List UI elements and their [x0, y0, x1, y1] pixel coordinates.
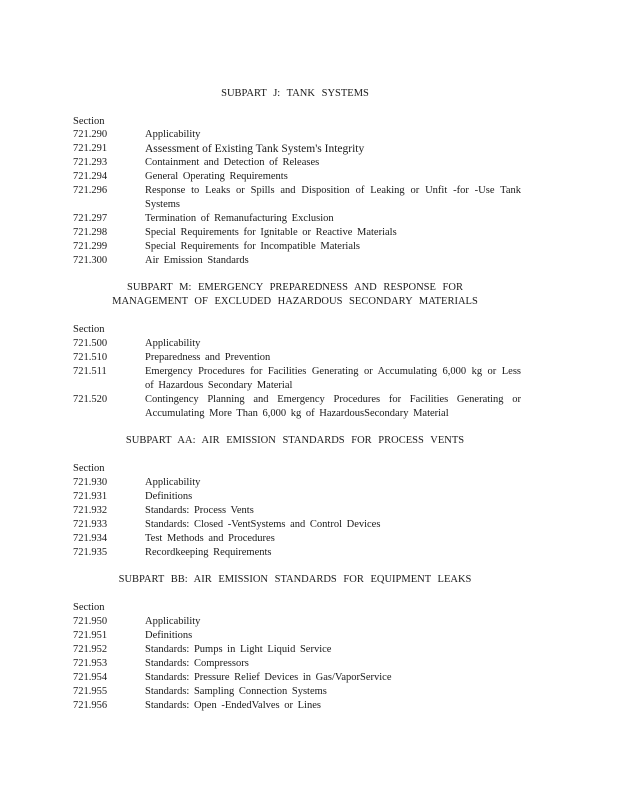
section-number: 721.511 [73, 366, 107, 377]
section-title: Applicability [145, 616, 201, 627]
section-number: 721.934 [73, 533, 108, 544]
section-title: Special Requirements for Ignitable or Reactive Materials [145, 227, 397, 238]
section-title: Special Requirements for Incompatible Materials [145, 241, 361, 252]
section-number: 721.520 [73, 394, 108, 405]
section-title: Preparedness and Prevention [145, 352, 271, 363]
section-number: 721.954 [73, 672, 108, 683]
section-number: 721.294 [73, 171, 108, 182]
section-title: Emergency Procedures for Facilities Generating or Accumulating 6,000 kg or Less of Hazardous Secondary Material [145, 366, 521, 391]
section-title: Standards: Pressure Relief Devices in Gas/VaporService [145, 672, 392, 683]
section-title: Standards: Process Vents [145, 505, 254, 516]
section-number: 721.935 [73, 547, 108, 558]
section-title: Standards: Pumps in Light Liquid Service [145, 644, 332, 655]
section-title: Applicability [145, 477, 201, 488]
section-number: 721.300 [73, 255, 108, 266]
section-number: 721.933 [73, 519, 108, 530]
section-number: 721.930 [73, 477, 108, 488]
subpart-aa-section-label: Section [73, 463, 105, 474]
subpart-bb-section-label: Section [73, 602, 105, 613]
section-number: 721.296 [73, 185, 108, 196]
subpart-m-title-line1: SUBPART M: EMERGENCY PREPAREDNESS AND RESPONSE FOR [127, 282, 463, 293]
section-number: 721.293 [73, 157, 108, 168]
subpart-m-section-label: Section [73, 324, 105, 335]
subpart-j-section-label: Section [73, 116, 105, 127]
section-number: 721.297 [73, 213, 108, 224]
section-number: 721.290 [73, 129, 108, 140]
subpart-m-title-line2: MANAGEMENT OF EXCLUDED HAZARDOUS SECONDARY MATERIALS [112, 296, 478, 307]
section-title: Test Methods and Procedures [145, 533, 275, 544]
section-title: Contingency Planning and Emergency Procedures for Facilities Generating or Accumulating More Than 6,000 kg of HazardousSecondary Material [145, 394, 521, 419]
section-number: 721.955 [73, 686, 108, 697]
section-title: Applicability [145, 129, 201, 140]
section-title: Recordkeeping Requirements [145, 547, 272, 558]
section-number: 721.951 [73, 630, 108, 641]
section-title: Standards: Compressors [145, 658, 249, 669]
section-title: Air Emission Standards [145, 255, 249, 266]
section-number: 721.950 [73, 616, 108, 627]
subpart-bb-title: SUBPART BB: AIR EMISSION STANDARDS FOR EQUIPMENT LEAKS [118, 574, 472, 585]
section-title: Containment and Detection of Releases [145, 157, 320, 168]
section-number: 721.931 [73, 491, 108, 502]
section-number: 721.298 [73, 227, 108, 238]
section-number: 721.291 [73, 143, 108, 154]
section-number: 721.952 [73, 644, 108, 655]
section-title: Standards: Open -EndedValves or Lines [145, 700, 321, 711]
subpart-j-title: SUBPART J: TANK SYSTEMS [221, 88, 369, 99]
section-title: General Operating Requirements [145, 171, 288, 182]
section-title: Standards: Sampling Connection Systems [145, 686, 327, 697]
section-title: Definitions [145, 630, 193, 641]
section-title: Applicability [145, 338, 201, 349]
section-title: Termination of Remanufacturing Exclusion [145, 213, 334, 224]
section-title: Response to Leaks or Spills and Disposition of Leaking or Unfit -for -Use Tank Systems [145, 185, 521, 210]
section-number: 721.299 [73, 241, 108, 252]
section-title: Definitions [145, 491, 193, 502]
subpart-aa-title: SUBPART AA: AIR EMISSION STANDARDS FOR PROCESS VENTS [125, 435, 465, 446]
section-number: 721.510 [73, 352, 108, 363]
section-number: 721.956 [73, 700, 108, 711]
section-number: 721.953 [73, 658, 108, 669]
section-number: 721.932 [73, 505, 108, 516]
section-number: 721.500 [73, 338, 108, 349]
section-title: Standards: Closed -VentSystems and Control Devices [145, 519, 381, 530]
section-title: Assessment of Existing Tank System's Integrity [145, 143, 365, 155]
